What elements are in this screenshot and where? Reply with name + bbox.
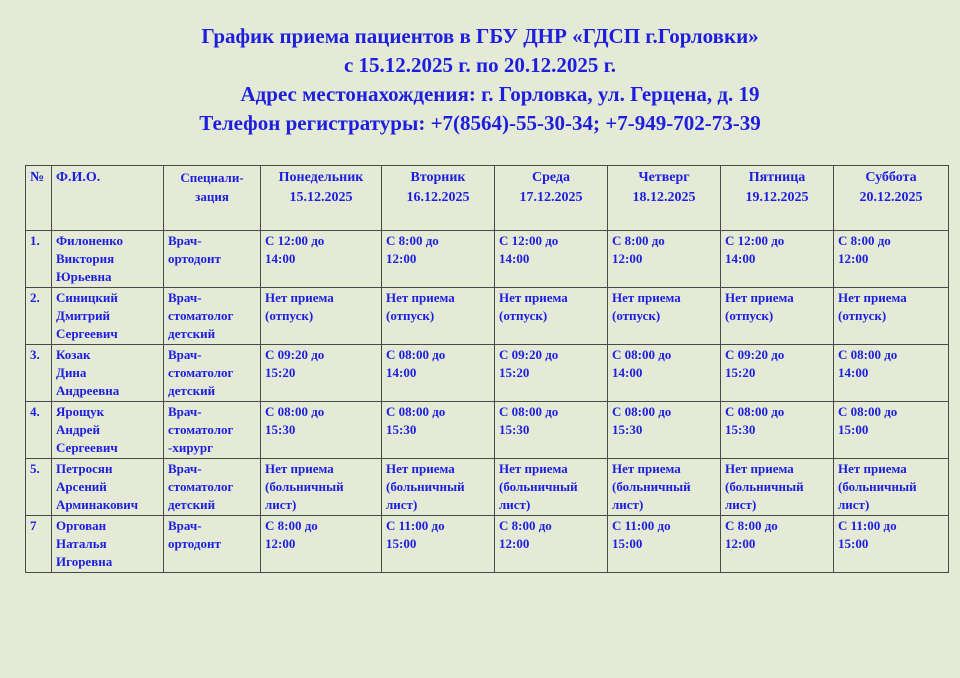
- doctor-specialization: Врач- ортодонт: [164, 231, 261, 288]
- day-date: 18.12.2025: [632, 190, 696, 205]
- schedule-cell: С 08:00 до 14:00: [834, 345, 949, 402]
- schedule-table: [25, 165, 949, 573]
- header-dates: с 15.12.2025 г. по 20.12.2025 г.: [343, 53, 616, 77]
- day-name: Среда: [531, 170, 570, 185]
- schedule-cell: С 8:00 до 12:00: [834, 231, 949, 288]
- schedule-cell: Нет приема (отпуск): [382, 288, 495, 345]
- schedule-cell: С 08:00 до 15:30: [495, 402, 608, 459]
- schedule-cell: С 8:00 до 12:00: [382, 231, 495, 288]
- day-date: 19.12.2025: [745, 190, 809, 205]
- day-date: 17.12.2025: [519, 190, 583, 205]
- schedule-cell: С 8:00 до 12:00: [261, 516, 382, 573]
- schedule-cell: Нет приема (отпуск): [721, 288, 834, 345]
- column-header-day: [721, 166, 834, 231]
- doctor-specialization: Врач- стоматолог -хирург: [164, 402, 261, 459]
- schedule-cell: С 08:00 до 15:30: [261, 402, 382, 459]
- schedule-cell: С 08:00 до 15:30: [608, 402, 721, 459]
- doctor-specialization: Врач- стоматолог детский: [164, 345, 261, 402]
- schedule-cell: Нет приема (отпуск): [608, 288, 721, 345]
- schedule-cell: С 8:00 до 12:00: [608, 231, 721, 288]
- schedule-cell: С 09:20 до 15:20: [261, 345, 382, 402]
- header-title: График приема пациентов в ГБУ ДНР «ГДСП г.Горловки»: [201, 24, 759, 48]
- schedule-cell: С 8:00 до 12:00: [721, 516, 834, 573]
- document-header: [0, 22, 960, 138]
- row-number: 3.: [26, 345, 52, 402]
- table-row: [26, 345, 949, 402]
- table-row: [26, 231, 949, 288]
- schedule-cell: С 09:20 до 15:20: [495, 345, 608, 402]
- day-name: Четверг: [638, 170, 690, 185]
- day-date: 16.12.2025: [406, 190, 470, 205]
- table-header-row: [26, 166, 949, 231]
- row-number: 4.: [26, 402, 52, 459]
- doctor-specialization: Врач- стоматолог детский: [164, 459, 261, 516]
- schedule-cell: С 12:00 до 14:00: [721, 231, 834, 288]
- column-header-fio: Ф.И.О.: [52, 166, 164, 231]
- doctor-name: Оргован Наталья Игоревна: [52, 516, 164, 573]
- schedule-cell: Нет приема (больничный лист): [382, 459, 495, 516]
- column-header-day: [495, 166, 608, 231]
- schedule-cell: Нет приема (больничный лист): [261, 459, 382, 516]
- schedule-cell: С 08:00 до 15:30: [382, 402, 495, 459]
- table-row: [26, 459, 949, 516]
- schedule-cell: С 09:20 до 15:20: [721, 345, 834, 402]
- schedule-cell: Нет приема (больничный лист): [608, 459, 721, 516]
- row-number: 7: [26, 516, 52, 573]
- table-row: [26, 402, 949, 459]
- day-date: 20.12.2025: [859, 190, 923, 205]
- header-phone: Телефон регистратуры: +7(8564)-55-30-34; +7-949-702-73-39: [199, 111, 761, 135]
- column-header-day: [261, 166, 382, 231]
- row-number: 1.: [26, 231, 52, 288]
- row-number: 5.: [26, 459, 52, 516]
- schedule-cell: Нет приема (больничный лист): [721, 459, 834, 516]
- schedule-cell: С 12:00 до 14:00: [495, 231, 608, 288]
- schedule-cell: С 11:00 до 15:00: [382, 516, 495, 573]
- table-row: [26, 516, 949, 573]
- day-name: Пятница: [748, 170, 806, 185]
- doctor-name: Филоненко Виктория Юрьевна: [52, 231, 164, 288]
- schedule-cell: Нет приема (отпуск): [834, 288, 949, 345]
- doctor-name: Петросян Арсений Арминакович: [52, 459, 164, 516]
- header-address: Адрес местонахождения: г. Горловка, ул. Герцена, д. 19: [240, 82, 760, 106]
- schedule-cell: С 08:00 до 14:00: [382, 345, 495, 402]
- doctor-name: Ярощук Андрей Сергеевич: [52, 402, 164, 459]
- schedule-cell: С 08:00 до 15:30: [721, 402, 834, 459]
- doctor-name: Синицкий Дмитрий Сергеевич: [52, 288, 164, 345]
- schedule-cell: С 8:00 до 12:00: [495, 516, 608, 573]
- schedule-cell: Нет приема (отпуск): [261, 288, 382, 345]
- schedule-cell: Нет приема (больничный лист): [834, 459, 949, 516]
- schedule-cell: С 11:00 до 15:00: [834, 516, 949, 573]
- table-row: [26, 288, 949, 345]
- column-header-day: [834, 166, 949, 231]
- schedule-cell: С 08:00 до 14:00: [608, 345, 721, 402]
- doctor-specialization: Врач- ортодонт: [164, 516, 261, 573]
- schedule-cell: Нет приема (отпуск): [495, 288, 608, 345]
- day-name: Суббота: [865, 170, 917, 185]
- column-header-specialization: Специали- зация: [164, 166, 261, 231]
- day-name: Понедельник: [278, 170, 364, 185]
- schedule-cell: С 08:00 до 15:00: [834, 402, 949, 459]
- doctor-specialization: Врач- стоматолог детский: [164, 288, 261, 345]
- column-header-day: [382, 166, 495, 231]
- schedule-cell: Нет приема (больничный лист): [495, 459, 608, 516]
- doctor-name: Козак Дина Андреевна: [52, 345, 164, 402]
- day-date: 15.12.2025: [289, 190, 353, 205]
- row-number: 2.: [26, 288, 52, 345]
- schedule-cell: С 12:00 до 14:00: [261, 231, 382, 288]
- day-name: Вторник: [410, 170, 466, 185]
- column-header-day: [608, 166, 721, 231]
- column-header-number: №: [26, 166, 52, 231]
- schedule-cell: С 11:00 до 15:00: [608, 516, 721, 573]
